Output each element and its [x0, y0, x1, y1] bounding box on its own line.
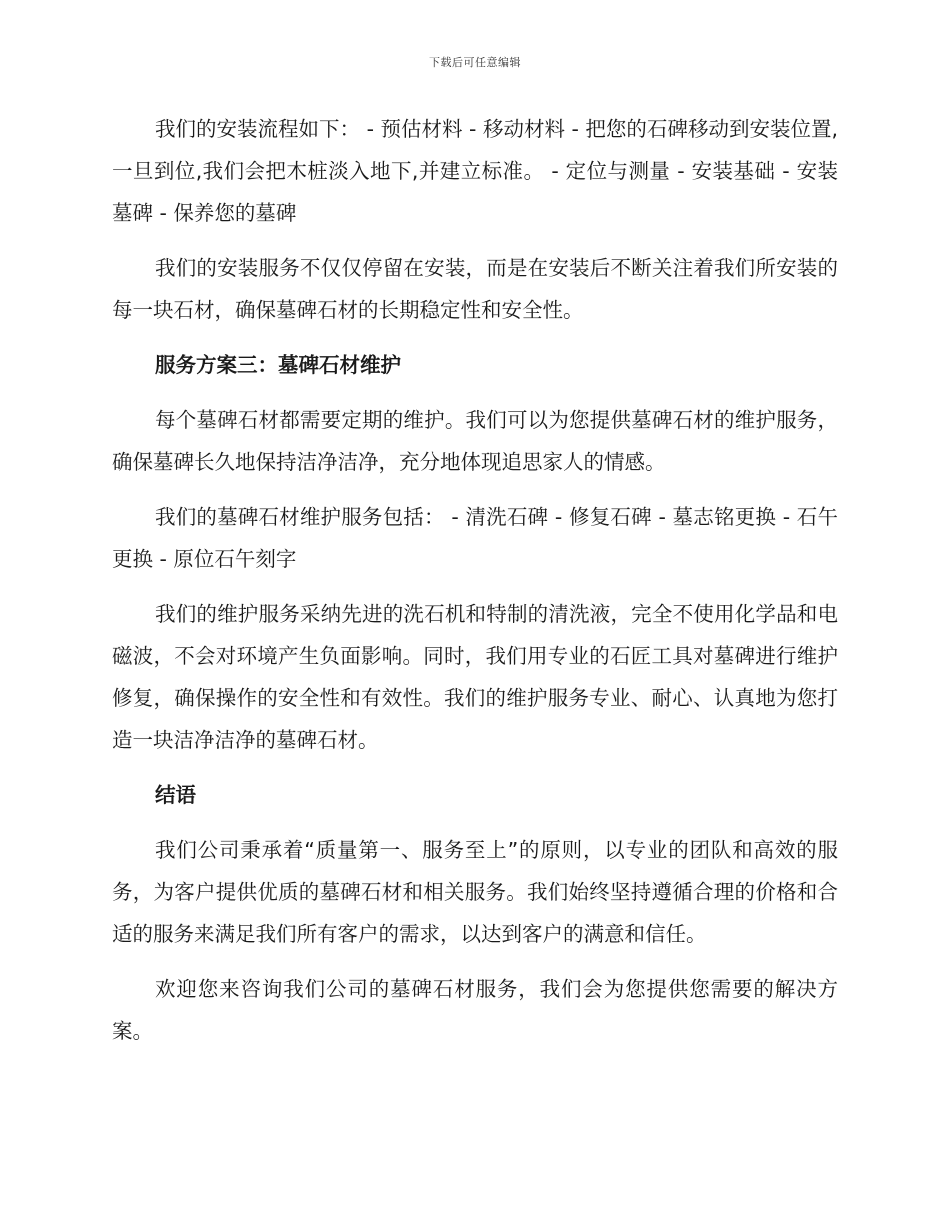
page-header: 下载后可任意编辑	[429, 56, 521, 69]
paragraph-installation-service: 我们的安装服务不仅仅停留在安装，而是在安装后不断关注着我们所安装的每一块石材，确保墓碑石材的长期稳定性和安全性。	[112, 256, 838, 322]
paragraph-invitation: 欢迎您来咨询我们公司的墓碑石材服务，我们会为您提供您需要的解决方案。	[112, 977, 838, 1043]
paragraph-maintenance-items: 我们的墓碑石材维护服务包括： - 清洗石碑 - 修复石碑 - 墓志铭更换 - 石午更换 - 原位石午刻字	[112, 505, 838, 571]
section-heading-conclusion: 结语	[155, 783, 196, 807]
section-heading-maintenance: 服务方案三：墓碑石材维护	[155, 353, 401, 377]
paragraph-maintenance-method: 我们的维护服务采纳先进的洗石机和特制的清洗液，完全不使用化学品和电磁波，不会对环境产生负面影响。同时，我们用专业的石匠工具对墓碑进行维护修复，确保操作的安全性和有效性。我们的维护服务专业、耐心、认真地为您打造一块洁净洁净的墓碑石材。	[112, 602, 838, 752]
paragraph-maintenance-intro: 每个墓碑石材都需要定期的维护。我们可以为您提供墓碑石材的维护服务，确保墓碑长久地保持洁净洁净，充分地体现追思家人的情感。	[112, 408, 838, 474]
paragraph-installation-process: 我们的安装流程如下： - 预估材料 - 移动材料 - 把您的石碑移动到安装位置,一旦到位,我们会把木桩淡入地下,并建立标准。 - 定位与测量 - 安装基础 - 安装墓碑 - 保养您的墓碑	[112, 117, 838, 225]
paragraph-company-principle: 我们公司秉承着“质量第一、服务至上”的原则，以专业的团队和高效的服务，为客户提供优质的墓碑石材和相关服务。我们始终坚持遵循合理的价格和合适的服务来满足我们所有客户的需求，以达到客户的满意和信任。	[112, 838, 838, 946]
document-body	[112, 108, 838, 1065]
